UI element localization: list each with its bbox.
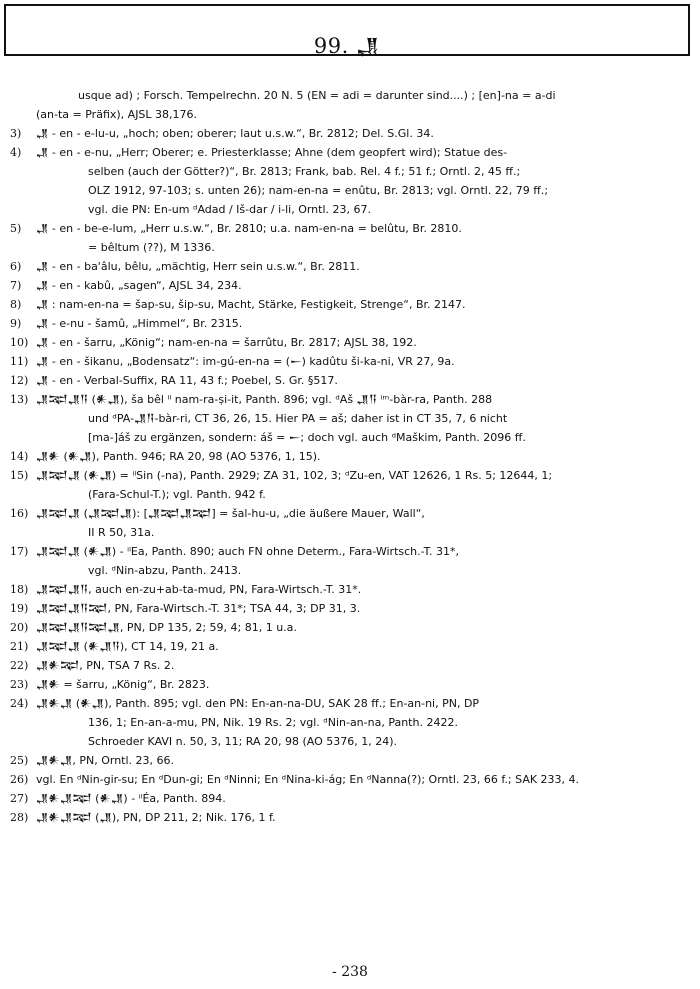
entry-text (36, 295, 692, 314)
entry-number: 16) (10, 507, 29, 520)
list-item (10, 390, 692, 447)
entry-number: 28) (10, 811, 29, 824)
entry-text (36, 808, 692, 827)
entry-line: 𒂗 - en - šikanu, „Bodensatz“: im-gú-en-na = (𒀸) kadûtu ši-ka-ni, VR 27, 9a. (36, 355, 455, 368)
entry-text (36, 371, 692, 390)
entry-line: 𒂗𒉈𒂗𒀀𒉈𒂗, PN, DP 135, 2; 59, 4; 81, 1 u.a. (36, 621, 297, 634)
entry-number: 11) (10, 355, 29, 368)
entry-line: 136, 1; En-an-a-mu, PN, Nik. 19 Rs. 2; vgl. ᵈNin-an-na, Panth. 2422. (88, 716, 458, 729)
entry-line: 𒂗 - en - e-lu-u, „hoch; oben; oberer; laut u.s.w.“, Br. 2812; Del. S.Gl. 34. (36, 127, 434, 140)
entry-number: 12) (10, 374, 29, 387)
entry-text (36, 124, 692, 143)
list-item (10, 466, 692, 504)
entry-line: 𒂗𒉈𒂗 (𒂗𒉈𒂗): [𒂗𒉈𒂗𒉈] = šal-hu-u, „die äußere Mauer, Wall“, (36, 507, 425, 520)
entry-number: 5) (10, 222, 22, 235)
page-number: - 238 (332, 964, 368, 980)
list-item (10, 580, 692, 599)
entry-line: Schroeder KAVI n. 50, 3, 11; RA 20, 98 (AO 5376, 1, 24). (88, 735, 398, 748)
entry-number: 4) (10, 146, 22, 159)
entry-text (36, 447, 692, 466)
entry-number: 10) (10, 336, 29, 349)
header-box (4, 4, 690, 56)
entry-number: 19) (10, 602, 29, 615)
entry-number: 24) (10, 697, 29, 710)
entry-text (36, 637, 692, 656)
list-item (10, 333, 692, 352)
entry-text (36, 770, 692, 789)
entry-line: und ᵈPA-𒂗𒀀-bàr-ri, CT 36, 26, 15. Hier PA = aš; daher ist in CT 35, 7, 6 nicht (88, 412, 508, 425)
entry-text (36, 618, 692, 637)
entry-number: 6) (10, 260, 22, 273)
entry-text (36, 504, 692, 542)
entry-text (36, 257, 692, 276)
intro-line: (an-ta = Präfix), AJSL 38,176. (36, 108, 198, 121)
entry-line: 𒂗 - e-nu - šamû, „Himmel“, Br. 2315. (36, 317, 243, 330)
entry-line: 𒂗𒉈𒂗𒀀 (𒀭𒂗), ša bêl ⁱˡ nam-ra-ṣi-it, Panth. 896; vgl. ᵈAš 𒂗𒀀 ⁱᵐ-bàr-ra, Panth. 288 (36, 393, 493, 406)
entry-line: 𒂗𒀭𒉈, PN, TSA 7 Rs. 2. (36, 659, 175, 672)
entry-text (36, 789, 692, 808)
entry-number: 15) (10, 469, 29, 482)
list-item (10, 143, 692, 219)
entry-line: OLZ 1912, 97-103; s. unten 26); nam-en-na = enûtu, Br. 2813; vgl. Orntl. 22, 79 ff.; (88, 184, 549, 197)
entry-text (36, 333, 692, 352)
entry-number: 23) (10, 678, 29, 691)
entry-number: 20) (10, 621, 29, 634)
entry-number: 13) (10, 393, 29, 406)
entry-line: 𒂗 - en - be-e-lum, „Herr u.s.w.“, Br. 2810; u.a. nam-en-na = belûtu, Br. 2810. (36, 222, 462, 235)
list-item (10, 637, 692, 656)
entry-line: 𒂗𒉈𒂗𒀀𒉈, PN, Fara-Wirtsch.-T. 31*; TSA 44, 3; DP 31, 3. (36, 602, 361, 615)
entry-list (10, 86, 692, 827)
entry-number: 7) (10, 279, 22, 292)
entry-text (36, 390, 692, 447)
entry-text (36, 219, 692, 257)
intro-text (36, 86, 692, 124)
list-item (10, 219, 692, 257)
entry-text (36, 599, 692, 618)
entry-line: 𒂗 - en - e-nu, „Herr; Oberer; e. Priesterklasse; Ahne (dem geopfert wird); Statue des- (36, 146, 508, 159)
entry-line: vgl. ᵈNin-abzu, Panth. 2413. (88, 564, 242, 577)
entry-line: = bêltum (??), M 1336. (88, 241, 215, 254)
entry-number: 3) (10, 127, 22, 140)
entry-number: 22) (10, 659, 29, 672)
list-item (10, 656, 692, 675)
entry-number: 17) (10, 545, 29, 558)
entry-line: selben (auch der Götter?)“, Br. 2813; Frank, bab. Rel. 4 f.; 51 f.; Orntl. 2, 45 ff.; (88, 165, 521, 178)
entry-text (36, 314, 692, 333)
entry-number: 25) (10, 754, 29, 767)
list-item (10, 618, 692, 637)
list-item (10, 789, 692, 808)
list-item (10, 314, 692, 333)
entry-line: 𒂗𒀭 (𒀭𒂗), Panth. 946; RA 20, 98 (AO 5376, 1, 15). (36, 450, 321, 463)
entry-line: 𒂗 - en - ba'âlu, bêlu, „mächtig, Herr sein u.s.w.“, Br. 2811. (36, 260, 360, 273)
list-item (10, 124, 692, 143)
entry-text (36, 675, 692, 694)
entry-line: 𒂗 : nam-en-na = šap-su, šip-su, Macht, Stärke, Festigkeit, Strenge“, Br. 2147. (36, 298, 466, 311)
list-item (10, 694, 692, 751)
entry-line: (Fara-Schul-T.); vgl. Panth. 942 f. (88, 488, 266, 501)
list-item (10, 371, 692, 390)
entry-text (36, 466, 692, 504)
entry-text (36, 276, 692, 295)
entry-text (36, 656, 692, 675)
entry-line: 𒂗𒉈𒂗 (𒀭𒂗) = ⁱˡSin (-na), Panth. 2929; ZA 31, 102, 3; ᵈZu-en, VAT 12626, 1 Rs. 5; 12644, 1; (36, 469, 553, 482)
entry-number: 27) (10, 792, 29, 805)
entry-line: 𒂗𒀭𒂗 (𒀭𒂗), Panth. 895; vgl. den PN: En-an-na-DU, SAK 28 ff.; En-an-ni, PN, DP (36, 697, 480, 710)
entry-number: 9) (10, 317, 22, 330)
list-item (10, 808, 692, 827)
entry-line: 𒂗𒀭𒂗𒉈 (𒀭𒂗) - ⁱˡÉa, Panth. 894. (36, 792, 226, 805)
entry-number: 21) (10, 640, 29, 653)
list-item (10, 352, 692, 371)
entry-line: 𒂗𒀭𒂗𒉈 (𒂗), PN, DP 211, 2; Nik. 176, 1 f. (36, 811, 276, 824)
entry-line: 𒂗𒉈𒂗 (𒀭𒂗) - ⁱˡEa, Panth. 890; auch FN ohne Determ., Fara-Wirtsch.-T. 31*, (36, 545, 459, 558)
entry-line: II R 50, 31a. (88, 526, 155, 539)
list-item (10, 599, 692, 618)
entry-text (36, 694, 692, 751)
entry-text (36, 751, 692, 770)
list-item (10, 257, 692, 276)
entry-line: 𒂗 - en - šarru, „König“; nam-en-na = šarrûtu, Br. 2817; AJSL 38, 192. (36, 336, 417, 349)
entry-line: 𒂗 - en - Verbal-Suffix, RA 11, 43 f.; Poebel, S. Gr. §517. (36, 374, 338, 387)
intro-line: usque ad) ; Forsch. Tempelrechn. 20 N. 5 (EN = adi = darunter sind....) ; [en]-na = a-di (78, 89, 556, 102)
list-item (10, 542, 692, 580)
entry-number: 8) (10, 298, 22, 311)
list-item (10, 504, 692, 542)
entry-text (36, 542, 692, 580)
entry-text (36, 580, 692, 599)
list-item (10, 770, 692, 789)
entry-line: vgl. En ᵈNin-gir-su; En ᵈDun-gi; En ᵈNinni; En ᵈNina-ki-ág; En ᵈNanna(?); Orntl. 23, 66 f.; SAK 233, 4. (36, 773, 580, 786)
list-item (10, 675, 692, 694)
entry-number: 14) (10, 450, 29, 463)
entry-line: 𒂗𒀭 = šarru, „König“, Br. 2823. (36, 678, 210, 691)
intro-block (10, 86, 692, 124)
entry-text (36, 352, 692, 371)
entry-line: [ma-]áš zu ergänzen, sondern: áš = 𒀸; doch vgl. auch ᵈMaškim, Panth. 2096 ff. (88, 431, 526, 444)
entry-text (36, 143, 692, 219)
sign-number-heading: 99. 𒂗 (313, 34, 381, 58)
entry-number: 26) (10, 773, 29, 786)
entry-line: 𒂗𒀭𒂗, PN, Orntl. 23, 66. (36, 754, 175, 767)
entry-number: 18) (10, 583, 29, 596)
list-item (10, 751, 692, 770)
entry-line: 𒂗𒉈𒂗𒀀, auch en-zu+ab-ta-mud, PN, Fara-Wirtsch.-T. 31*. (36, 583, 362, 596)
list-item (10, 295, 692, 314)
entry-line: 𒂗 - en - kabû, „sagen“, AJSL 34, 234. (36, 279, 242, 292)
entry-line: vgl. die PN: En-um ᵈAdad / Iš-dar / i-li, Orntl. 23, 67. (88, 203, 372, 216)
list-item (10, 447, 692, 466)
entry-line: 𒂗𒉈𒂗 (𒀭𒂗𒀀), CT 14, 19, 21 a. (36, 640, 219, 653)
list-item (10, 276, 692, 295)
